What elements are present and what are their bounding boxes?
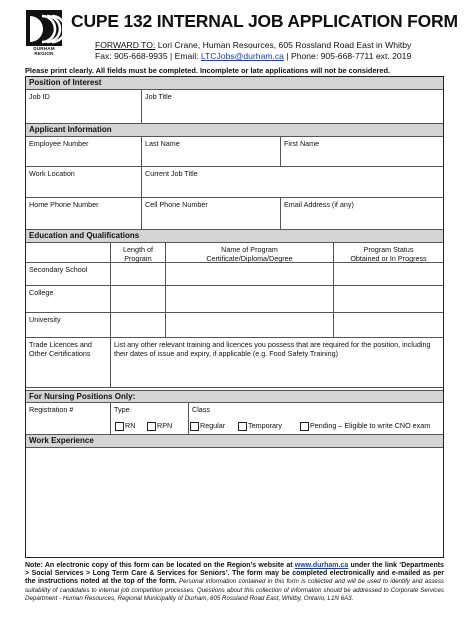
email-link[interactable]: LTCJobs@durham.ca <box>200 51 284 61</box>
contact-line <box>95 51 411 61</box>
application-form <box>25 76 444 558</box>
program-name-field[interactable] <box>166 263 334 285</box>
position-row <box>26 90 443 124</box>
logo-label: DURHAM REGION <box>33 46 55 56</box>
pending-checkbox[interactable]: Pending – Eligible to write CNO exam <box>300 421 430 431</box>
program-status-field[interactable] <box>334 263 443 285</box>
trade-licences-label: Trade Licences and Other Certifications <box>26 338 111 387</box>
privacy-notice: Personal information contained in this form is collected and will be used to identify and assess suitability of candidates to internal job competition processes. Questions about this collection of information should be addressed to Corporate Services Department - Human Resources, Regional Municipality of Durham, 605 Rossland Road East, Whitby, Ontario, L1N 6A3. <box>25 578 445 602</box>
type-group: Type <box>111 403 189 434</box>
email-address-field[interactable]: Email Address (if any) <box>284 200 354 209</box>
col-program-name-header: Name of Program Certificate/Diploma/Degree <box>166 243 334 262</box>
rpn-checkbox[interactable]: RPN <box>147 421 172 431</box>
cell-phone-field[interactable]: Cell Phone Number <box>142 198 281 229</box>
col-status-header: Program Status Obtained or In Progress <box>350 245 427 263</box>
forward-label: FORWARD TO: <box>95 40 156 50</box>
education-row-university <box>26 313 443 338</box>
section-nursing: For Nursing Positions Only: <box>26 390 443 403</box>
trade-instruction: List any other relevant training and licences you possess that are required for the position, including their dates of issue and expiry, if applicable (e.g. Food Safety Training) <box>114 340 431 358</box>
col-length-header: Length of Program <box>111 243 166 262</box>
regular-checkbox[interactable]: Regular <box>190 421 225 431</box>
checkbox-icon <box>115 422 124 431</box>
section-work-experience: Work Experience <box>26 435 443 448</box>
form-title: CUPE 132 INTERNAL JOB APPLICATION FORM <box>71 11 458 31</box>
footer-note: Note: An electronic copy of this form can be located on the Region’s website at www.durham.ca under the link ‘Departments > Social Services > Long Term Care & Services for Seniors’. The form may be completed electronically and e-mailed as per the instructions noted at the top of the form. Personal information contained in this form is collected and will be used to identify and assess suitability of candidates to internal job competition processes. Questions about this collection of information should be addressed to Corporate Services Department - Human Resources, Regional Municipality of Durham, 605 Rossland Road East, Whitby, Ontario, L1N 6A3. <box>25 562 445 602</box>
website-link[interactable]: www.durham.ca <box>294 562 349 569</box>
education-row-college <box>26 286 443 313</box>
last-name-field[interactable]: Last Name <box>142 137 281 166</box>
nursing-row <box>26 403 443 435</box>
forward-address: Lori Crane, Human Resources, 605 Rossland Road East in Whitby <box>155 40 412 50</box>
row-label: College <box>26 286 111 312</box>
trade-licences-field[interactable] <box>111 338 443 387</box>
section-education: Education and Qualifications <box>26 230 443 243</box>
education-header-row <box>26 243 443 263</box>
program-status-field[interactable] <box>334 313 443 337</box>
checkbox-icon <box>190 422 199 431</box>
section-applicant-information: Applicant Information <box>26 124 443 137</box>
fax-text: Fax: 905-668-9935 | Email: <box>95 51 201 61</box>
forward-to-line <box>95 40 411 50</box>
job-title-field[interactable]: Job Title <box>145 92 172 101</box>
length-field[interactable] <box>111 313 166 337</box>
instruction-text: Please print clearly. All fields must be completed. Incomplete or late applications will not be considered. <box>25 66 391 75</box>
program-name-field[interactable] <box>166 313 334 337</box>
applicant-contact-row <box>26 198 443 230</box>
class-group: Class <box>192 405 210 414</box>
work-experience-field[interactable] <box>26 448 443 557</box>
work-location-field[interactable]: Work Location <box>26 167 142 197</box>
section-position-of-interest: Position of Interest <box>26 77 443 90</box>
applicant-name-row <box>26 137 443 167</box>
first-name-field[interactable]: First Name <box>284 139 320 148</box>
row-label: University <box>26 313 111 337</box>
trade-licences-row <box>26 338 443 388</box>
home-phone-field[interactable]: Home Phone Number <box>26 198 142 229</box>
length-field[interactable] <box>111 263 166 285</box>
checkbox-icon <box>147 422 156 431</box>
employee-number-field[interactable]: Employee Number <box>26 137 142 166</box>
phone-text: | Phone: 905-668-7711 ext. 2019 <box>283 51 412 61</box>
current-job-title-field[interactable]: Current Job Title <box>145 169 198 178</box>
job-id-field[interactable]: Job ID <box>26 90 142 123</box>
checkbox-icon <box>238 422 247 431</box>
checkbox-icon <box>300 422 309 431</box>
registration-field[interactable]: Registration # <box>26 403 111 434</box>
length-field[interactable] <box>111 286 166 312</box>
row-label: Secondary School <box>26 263 111 285</box>
program-name-field[interactable] <box>166 286 334 312</box>
program-status-field[interactable] <box>334 286 443 312</box>
rn-checkbox[interactable]: RN <box>115 421 135 431</box>
temporary-checkbox[interactable]: Temporary <box>238 421 282 431</box>
education-row-secondary <box>26 263 443 286</box>
applicant-location-row <box>26 167 443 198</box>
